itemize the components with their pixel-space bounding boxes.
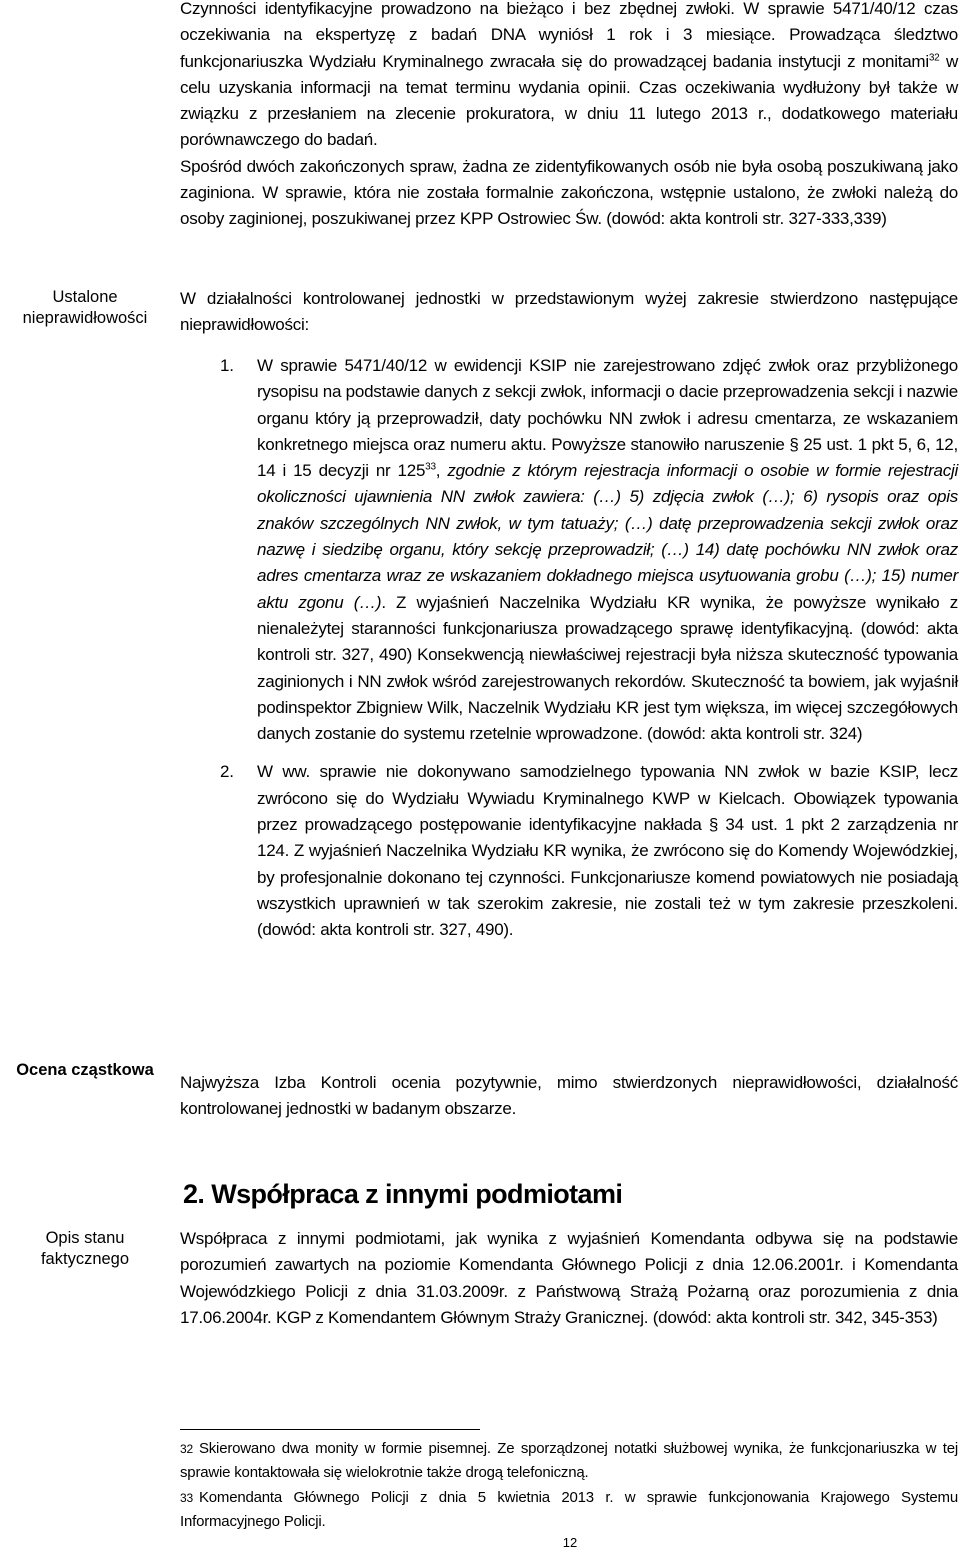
- legal-quote: zgodnie z którym rejestracja informacji o osobie w formie rejestracji okoliczności ujawnienia NN zwłok zawiera: (…) 5) zdjęcia zwłok (…); 6) rysopis oraz opis znaków szczególnych NN zwłok, w tym tatuaży; (…) datę przeprowadzenia sekcji zwłok oraz nazwę i siedzibę organu, który sekcję przeprowadził; (…) 14) datę pochówku NN zwłok oraz adres cmentarza wraz ze wskazaniem dokładnego miejsca usytuowania grobu (…); 15) numer aktu zgonu (…): [257, 461, 958, 612]
- intro-paragraph-2: Spośród dwóch zakończonych spraw, żadna ze zidentyfikowanych osób nie była osobą poszukiwaną jako zaginiona. W sprawie, która nie została formalnie zakończona, wstępnie ustalono, że zwłoki należą do osoby zaginionej, poszukiwanej przez KPP Ostrowiec Św. (dowód: akta kontroli str. 327-333,339): [180, 156, 958, 229]
- side-label-irregularities: Ustalone nieprawidłowości: [22, 288, 148, 327]
- section-heading: 2. Współpraca z innymi podmiotami: [183, 1179, 623, 1209]
- footnote-32: 32 Skierowano dwa monity w formie pisemnej. Ze sporządzonej notatki służbowej wynika, że funkcjonariuszka w tej sprawie kontaktowała się wielokrotnie także drogą telefoniczną.: [180, 1440, 958, 1481]
- section2-text: Współpraca z innymi podmiotami, jak wynika z wyjaśnień Komendanta odbywa się na podstawie porozumień zawartych na poziomie Komendanta Głównego Policji z dnia 12.06.2001r. i Komendanta Wojewódzkiego Policji z dnia 31.03.2009r. z Państwową Strażą Pożarną oraz porozumienia z dnia 17.06.2004r. KGP z Komendantem Głównym Straży Granicznej. (dowód: akta kontroli str. 342, 345-353): [180, 1229, 958, 1327]
- list-item-number: 2.: [220, 762, 234, 782]
- assessment-text: Najwyższa Izba Kontroli ocenia pozytywnie, mimo stwierdzonych nieprawidłowości, działalność kontrolowanej jednostki w badanym obszarze.: [180, 1073, 958, 1119]
- side-label-assessment: Ocena cząstkowa: [16, 1061, 154, 1079]
- footnote-33: 33 Komendanta Głównego Policji z dnia 5 kwietnia 2013 r. w sprawie funkcjonowania Krajowego Systemu Informacyjnego Policji.: [180, 1489, 958, 1530]
- list-item: 1. W sprawie 5471/40/12 w ewidencji KSIP nie zarejestrowano zdjęć zwłok oraz przybliżonego rysopisu na podstawie danych z sekcji zwłok, informacji o dacie przeprowadzenia sekcji i nazwie organu który ją przeprowadził, daty pochówku NN zwłok i adresu cmentarza, ze wskazaniem konkretnego miejsca oraz numeru aktu. Powyższe stanowiło naruszenie § 25 ust. 1 pkt 5, 6, 12, 14 i 15 decyzji nr $125^{33}$, zgodnie z którym rejestracja informacji o osobie w formie rejestracji okoliczności ujawnienia NN zwłok zawiera: (…) 5) zdjęcia zwłok (…); 6) rysopis oraz opis znaków szczególnych NN zwłok, w tym tatuaży; (…) datę przeprowadzenia sekcji zwłok oraz nazwę i siedzibę organu, który sekcję przeprowadził; (…) 14) datę pochówku NN zwłok oraz adres cmentarza wraz ze wskazaniem dokładnego miejsca usytuowania grobu (…); 15) numer aktu zgonu (…). Z wyjaśnień Naczelnika Wydziału KR wynika, że powyższe wynikało z nienależytej staranności funkcjonariusza prowadzącego sprawę identyfikacyjną. (dowód: akta kontroli str. 327, 490) Konsekwencją niewłaściwej rejestracji była niższa skuteczność typowania zaginionych i NN zwłok wśród zarejestrowanych rekordów. Skuteczność ta bowiem, jak wyjaśnił podinspektor Zbigniew Wilk, Naczelnik Wydziału KR jest tym większa, im więcej szczegółowych danych zostanie do systemu rzetelnie wprowadzone. (dowód: akta kontroli str. 324): [180, 353, 958, 747]
- irregularities-lead: W działalności kontrolowanej jednostki w przedstawionym wyżej zakresie stwierdzono następujące nieprawidłowości:: [180, 289, 958, 335]
- intro-text: [180, 0, 958, 233]
- page-number: 12: [562, 1535, 578, 1550]
- footnote-ref-33[interactable]: 33: [425, 461, 436, 473]
- list-item: 2. W ww. sprawie nie dokonywano samodzielnego typowania NN zwłok w bazie KSIP, lecz zwrócono się do Wydziału Wywiadu Kryminalnego KWP w Kielcach. Obowiązek typowania przez prowadzącego postępowanie identyfikacyjne nakłada § 34 ust. 1 pkt 2 zarządzenia nr 124. Z wyjaśnień Naczelnika Wydziału KR wynika, że zwrócono się do Komendy Wojewódzkiej, by profesjonalnie dokonano tej czynności. Funkcjonariusze komend powiatowych nie posiadają wszystkich uprawnień w tak szerokim zakresie, nie zostali też w tym zakresie przeszkoleni. (dowód: akta kontroli str. 327, 490).: [180, 759, 958, 943]
- intro-paragraph-1: Czynności identyfikacyjne prowadzono na bieżąco i bez zbędnej zwłoki. W sprawie 5471/40/12 czas oczekiwania na ekspertyzę z badań DNA wyniósł 1 rok i 3 miesiące. Prowadząca śledztwo funkcjonariuszka Wydziału Kryminalnego zwracała się do prowadzącej badania instytucji z monitami$^{32}$ w celu uzyskania informacji na temat terminu wydania opinii. Czas oczekiwania wydłużony był także w związku z przesłaniem na zlecenie prokuratora, w dniu 11 lutego 2013 r., dodatkowego materiału porównawczego do badań.: [180, 0, 958, 150]
- footnote-separator: [180, 1429, 480, 1430]
- side-label-facts: Opis stanu faktycznego: [40, 1229, 130, 1268]
- list-item-number: 1.: [220, 356, 234, 375]
- footnote-ref-32[interactable]: 32: [928, 51, 940, 63]
- irregularities-list: [180, 353, 958, 944]
